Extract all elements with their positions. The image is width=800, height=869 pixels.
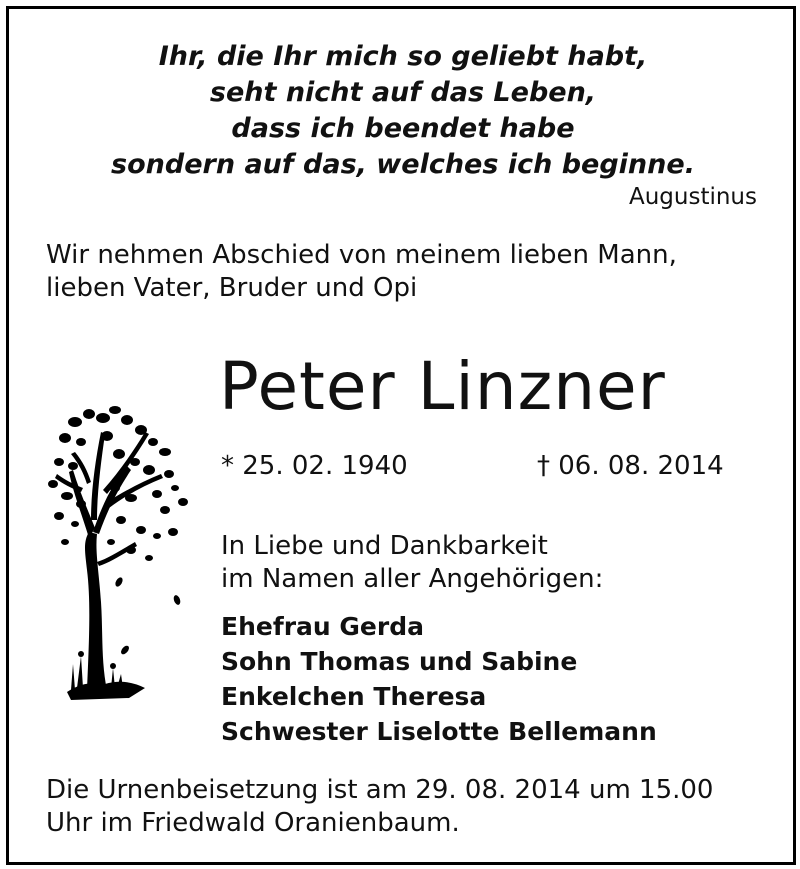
burial-info	[46, 774, 713, 840]
family-member: Enkelchen Theresa	[221, 682, 487, 711]
thanks-line: im Namen aller Angehörigen:	[221, 564, 604, 594]
poem-line: dass ich beendet habe	[231, 113, 575, 144]
family-list	[221, 609, 657, 749]
tree-silhouette-icon	[45, 392, 195, 714]
death-date: † 06. 08. 2014	[537, 451, 724, 481]
obituary-notice	[6, 6, 796, 865]
intro-line: lieben Vater, Bruder und Opi	[46, 273, 418, 303]
family-member: Schwester Liselotte Bellemann	[221, 717, 657, 746]
poem-author: Augustinus	[628, 184, 757, 210]
thanks-line: In Liebe und Dankbarkeit	[221, 531, 548, 561]
family-member: Sohn Thomas und Sabine	[221, 647, 578, 676]
birth-date: * 25. 02. 1940	[221, 451, 408, 481]
poem-line: Ihr, die Ihr mich so geliebt habt,	[158, 41, 648, 72]
poem-line: seht nicht auf das Leben,	[209, 77, 597, 108]
thanks-text	[221, 530, 603, 596]
family-member: Ehefrau Gerda	[221, 612, 424, 641]
poem-quote	[3, 39, 800, 183]
burial-line: Die Urnenbeisetzung ist am 29. 08. 2014 um 15.00	[46, 775, 714, 805]
deceased-name: Peter Linzner	[219, 348, 666, 425]
intro-line: Wir nehmen Abschied von meinem lieben Mann,	[46, 240, 677, 270]
poem-line: sondern auf das, welches ich beginne.	[111, 149, 695, 180]
farewell-intro	[46, 239, 776, 305]
burial-line: Uhr im Friedwald Oranienbaum.	[46, 808, 460, 838]
